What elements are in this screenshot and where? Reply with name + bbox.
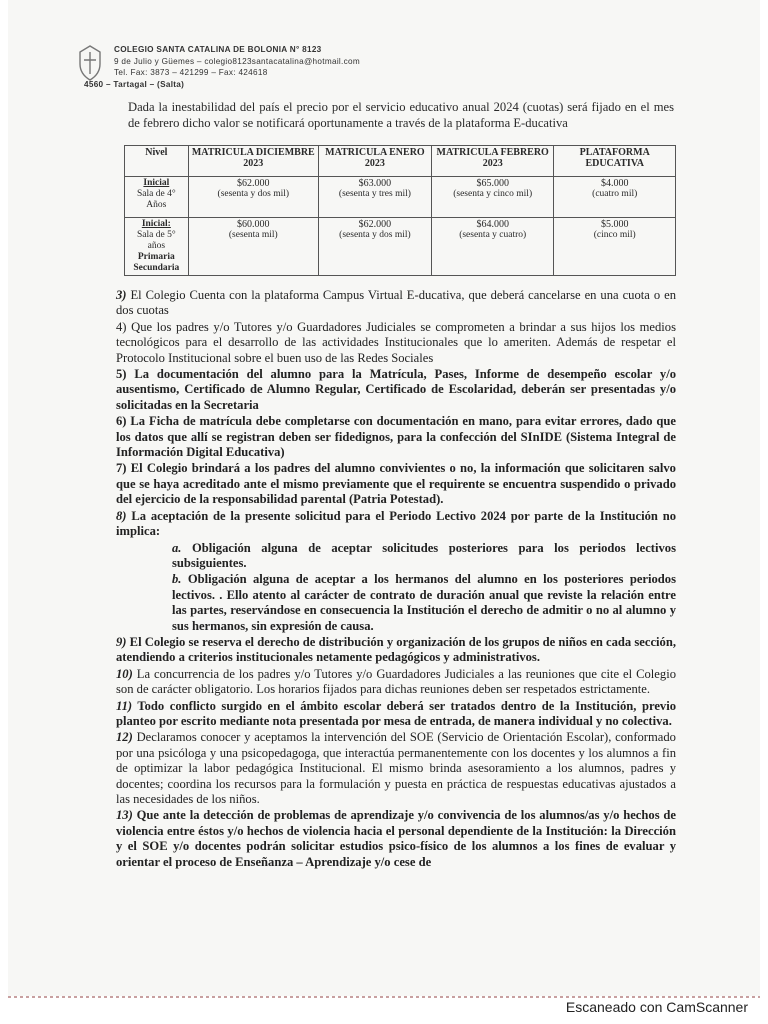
letterhead	[84, 44, 360, 90]
fee-cell	[554, 218, 676, 276]
fee-amount: $62.000	[237, 178, 270, 189]
fee-amount: $63.000	[358, 178, 392, 189]
fee-words: (cinco mil)	[593, 230, 636, 240]
fee-amount: $62.000	[358, 219, 392, 230]
clause-text: La concurrencia de los padres y/o Tutores y/o Guardadores Judiciales a las reuniones que cite el Colegio son de carácter obligatorio. Los horarios fijados para dichas reuniones deben ser respetados estrictamente.	[116, 666, 676, 697]
clause-11	[116, 699, 676, 730]
col-header-level: Nivel	[125, 146, 189, 177]
clause-7	[116, 461, 676, 507]
clause-10	[116, 667, 676, 698]
table-row	[125, 177, 676, 218]
clause-text: El Colegio Cuenta con la plataforma Campus Virtual E-ducativa, que deberá cancelarse en una cuota o en dos cuotas	[116, 288, 676, 318]
fees-table	[124, 145, 676, 276]
clause-text: Declaramos conocer y aceptamos la intervención del SOE (Servicio de Orientación Escolar), conformado por una psicóloga y una psicopedagoga, que interactúa permanentemente con los docentes y los alumnos a fin de optimizar la labor pedagógica Institucional. El mismo brinda asesoramiento a los alumnos, padres y docentes; coordina los recursos para la formulación y puesta en práctica de respuestas educativas ajustados a las necesidades de los niños.	[116, 730, 676, 806]
clause-number: 9)	[116, 634, 127, 649]
clause-text: El Colegio brindará a los padres del alumno convivientes o no, la información que solicitaren salvo que se haya acreditado ante el mismo previamente que el requirente se encuentra suspendido o privado del ejercicio de la responsabilidad parental (Patria Potestad).	[116, 461, 676, 507]
fee-cell	[318, 177, 431, 218]
fee-cell	[188, 177, 318, 218]
clause-8b	[172, 572, 676, 634]
clause-9	[116, 635, 676, 666]
fee-cell	[431, 177, 553, 218]
fee-amount: $5.000	[600, 219, 629, 230]
level-line: Sala de 4° Años	[137, 189, 176, 210]
level-title: Inicial	[143, 178, 170, 188]
level-cell	[125, 177, 189, 218]
fee-words: (cuatro mil)	[592, 189, 638, 199]
school-name: COLEGIO SANTA CATALINA DE BOLONIA N° 8123	[114, 45, 322, 54]
clause-text: Que los padres y/o Tutores y/o Guardadores Judiciales se comprometen a brindar a sus hijos los medios tecnológicos para el desarrollo de las actividades Institucionales que lo ameriten. Además de respetar el Protocolo Institucional sobre el buen uso de las Redes Sociales	[116, 319, 676, 365]
fee-amount: $60.000	[237, 219, 270, 230]
intro-paragraph: Dada la inestabilidad del país el precio por el servicio educativo anual 2024 (cuotas) será fijado en el mes de febrero dicho valor se notificará oportunamente a través de la plataforma E-ducativa	[128, 100, 674, 130]
fee-words: (sesenta y dos mil)	[217, 189, 290, 199]
fee-amount: $65.000	[476, 178, 509, 189]
fee-words: (sesenta y cinco mil)	[453, 189, 533, 199]
clause-text: El Colegio se reserva el derecho de distribución y organización de los grupos de niños en cada sección, atendiendo a criterios institucionales netamente pedagógicos y administrativos.	[116, 634, 676, 665]
clause-number: 8)	[116, 508, 127, 523]
table-row	[125, 218, 676, 276]
clause-number: 4)	[116, 319, 127, 334]
col-header-feb: MATRICULA FEBRERO 2023	[431, 146, 553, 177]
clause-number: 12)	[116, 730, 133, 745]
fee-words: (sesenta y dos mil)	[339, 230, 411, 240]
school-address: 9 de Julio y Güemes – colegio8123santacatalina@hotmail.com	[114, 56, 360, 66]
clause-letter: b.	[172, 572, 182, 587]
fee-cell	[554, 177, 676, 218]
clause-8	[116, 509, 676, 540]
clause-3	[116, 288, 676, 319]
level-primary: Primaria	[137, 252, 175, 262]
clause-text: La documentación del alumno para la Matrícula, Pases, Informe de desempeño escolar y/o ausentismo, Certificado de Alumno Regular, Certificado de Escolaridad, deberán ser presentadas y/o solicitadas en la Secretaria	[116, 367, 677, 412]
col-header-jan: MATRICULA ENERO 2023	[318, 146, 431, 177]
fee-cell	[431, 218, 553, 276]
fee-amount: $4.000	[600, 178, 629, 189]
fee-words: (sesenta y cuatro)	[459, 230, 527, 240]
level-title: Inicial:	[141, 219, 171, 229]
col-header-dec: MATRICULA DICIEMBRE 2023	[188, 146, 318, 177]
clause-text: Todo conflicto surgido en el ámbito escolar deberá ser tratados dentro de la Institución, previo planteo por escrito mediante nota presentada por mesa de entrada, de manera individual y no colectiva.	[116, 698, 677, 728]
level-secondary: Secundaria	[133, 263, 180, 273]
clause-6	[116, 414, 676, 460]
clauses	[116, 288, 676, 871]
clause-4	[116, 320, 676, 366]
clause-text: Que ante la detección de problemas de aprendizaje y/o convivencia de los alumnos/as y/o hechos de violencia entre éstos y/o hechos de violencia hacia el personal dependiente de la Institución: la Dirección y el SOE y/o docentes podrán solicitar estudios psico-físico de los alumnos a los fines de evaluar y orientar el proceso de Enseñanza – Aprendizaje y/o cese de	[116, 808, 676, 869]
fee-cell	[188, 218, 318, 276]
school-city: 4560 – Tartagal – (Salta)	[84, 79, 185, 89]
fees-table-header	[125, 146, 676, 177]
clause-text: La Ficha de matrícula debe completarse con documentación en mano, para evitar errores, dado que los datos que allí se registran deben ser fidedignos, para la confección del SInIDE (Sistema Integral de Información Digital Educativa)	[116, 414, 677, 460]
level-line: Sala de 5° años	[137, 230, 176, 251]
fee-amount: $64.000	[476, 219, 509, 230]
clause-number: 13)	[116, 808, 133, 823]
clause-8a	[172, 541, 676, 572]
col-header-platform: PLATAFORMA EDUCATIVA	[554, 146, 676, 177]
clause-text: Obligación alguna de aceptar solicitudes posteriores para los periodos lectivos subsiguientes.	[172, 540, 676, 570]
scanner-watermark: Escaneado con CamScanner	[565, 999, 748, 1015]
level-cell	[125, 218, 189, 276]
clause-text: La aceptación de la presente solicitud para el Periodo Lectivo 2024 por parte de la Institución no implica:	[116, 508, 676, 539]
clause-number: 5)	[116, 367, 127, 382]
clause-letter: a.	[172, 540, 182, 555]
clause-number: 7)	[116, 461, 127, 476]
fee-cell	[318, 218, 431, 276]
fee-words: (sesenta y tres mil)	[338, 189, 411, 199]
clause-number: 3)	[116, 288, 127, 302]
clause-number: 11)	[116, 698, 133, 713]
clause-number: 6)	[116, 414, 127, 429]
school-phone: Tel. Fax: 3873 – 421299 – Fax: 424618	[114, 68, 268, 78]
page-edge	[8, 996, 760, 998]
clause-13	[116, 808, 676, 870]
clause-12	[116, 730, 676, 807]
clause-text: Obligación alguna de aceptar a los hermanos del alumno en los posteriores periodos lectivos. . Ello atento al carácter de contrato de duración anual que reviste la relación entre las partes, reservándose en consecuencia la Institución el derecho de admitir o no al alumno y sus hermanos, sin expresión de causa.	[172, 572, 677, 633]
fee-words: (sesenta mil)	[228, 230, 278, 240]
school-logo-icon	[76, 42, 104, 84]
clause-5	[116, 367, 676, 413]
clause-number: 10)	[116, 666, 133, 681]
